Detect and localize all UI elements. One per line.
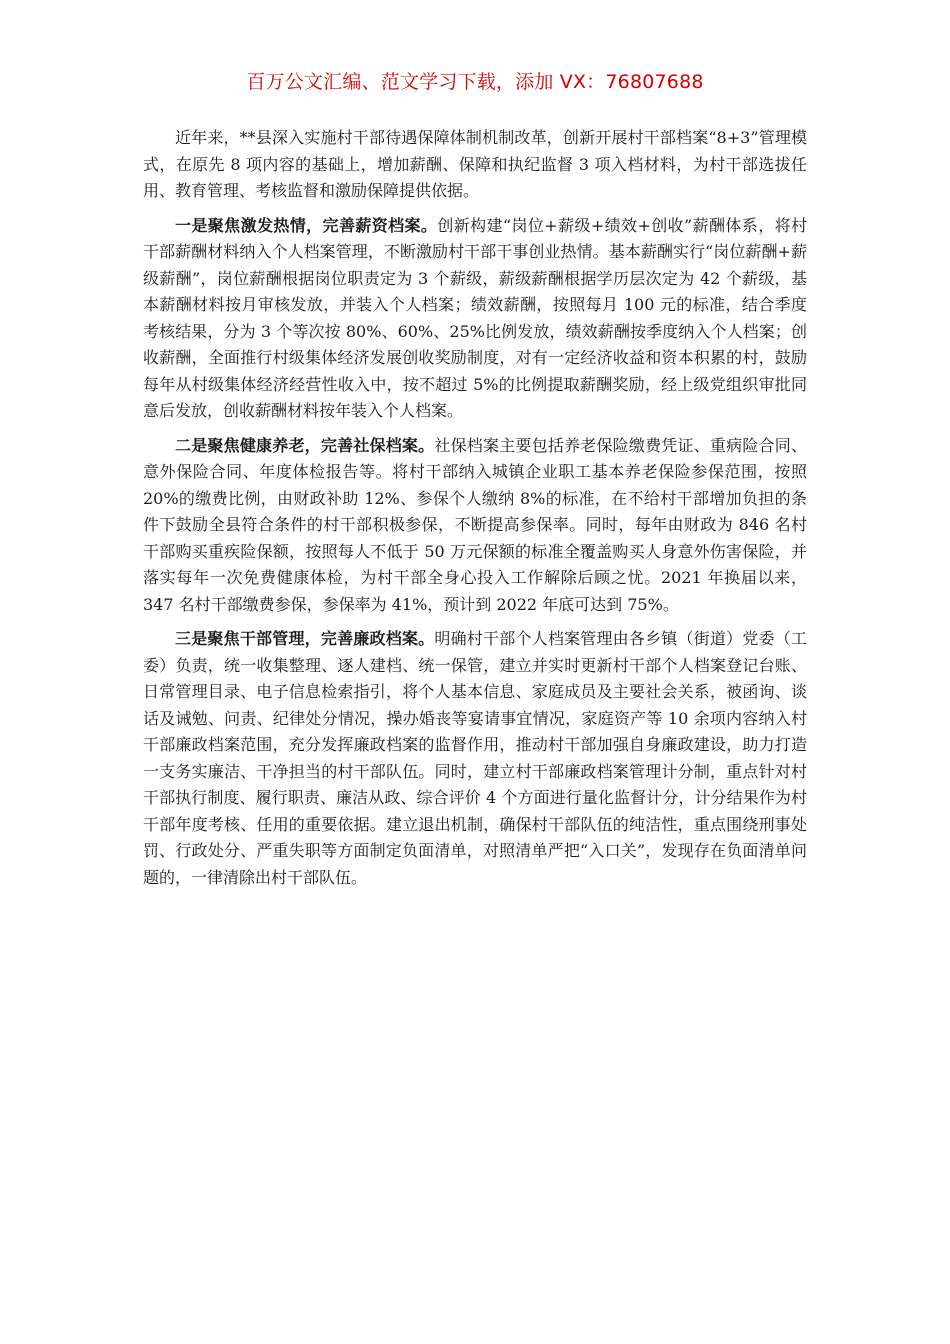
- paragraph-text: 近年来，**县深入实施村干部待遇保障体制机制改革，创新开展村干部档案“8+3”管理模式，在原先 8 项内容的基础上，增加薪酬、保障和执纪监督 3 项入档材料，为村干部选拔任用、教育管理、考核监督和激励保障提供依据。: [143, 128, 807, 200]
- paragraph-salary-archive: [143, 213, 807, 425]
- paragraph-heading: 三是聚焦干部管理，完善廉政档案。: [175, 629, 435, 648]
- paragraph-text: 创新构建“岗位+薪级+绩效+创收”薪酬体系，将村干部薪酬材料纳入个人档案管理，不断激励村干部干事创业热情。基本薪酬实行“岗位薪酬+薪级薪酬”，岗位薪酬根据岗位职责定为 3 个薪级，薪级薪酬根据学历层次定为 42 个薪级，基本薪酬材料按月审核发放，并装入个人档案；绩效薪酬，按照每月 100 元的标准，结合季度考核结果，分为 3 个等次按 80%、60%、25%比例发放，绩效薪酬按季度纳入个人档案；创收薪酬，全面推行村级集体经济发展创收奖励制度，对有一定经济收益和资本积累的村，鼓励每年从村级集体经济经营性收入中，按不超过 5%的比例提取薪酬奖励，经上级党组织审批同意后发放，创收薪酬材料按年装入个人档案。: [143, 215, 807, 420]
- paragraph-text: 社保档案主要包括养老保险缴费凭证、重病险合同、意外保险合同、年度体检报告等。将村干部纳入城镇企业职工基本养老保险参保范围，按照 20%的缴费比例，由财政补助 12%、参保个人缴纳 8%的标准，在不给村干部增加负担的条件下鼓励全县符合条件的村干部积极参保，不断提高参保率。同时，每年由财政为 846 名村干部购买重疾险保额，按照每人不低于 50 万元保额的标准全覆盖购买人身意外伤害保险，并落实每年一次免费健康体检，为村干部全身心投入工作解除后顾之忧。2021 年换届以来，347 名村干部缴费参保，参保率为 41%，预计到 2022 年底可达到 75%。: [143, 435, 807, 614]
- paragraph-intro: [143, 125, 807, 205]
- paragraph-heading: 一是聚焦激发热情，完善薪资档案。: [175, 215, 438, 235]
- paragraph-integrity-archive: [143, 626, 807, 891]
- document-body: [143, 125, 807, 899]
- paragraph-text: 明确村干部个人档案管理由各乡镇（街道）党委（工委）负责，统一收集整理、逐人建档、统一保管，建立并实时更新村干部个人档案登记台账、日常管理目录、电子信息检索指引，将个人基本信息、家庭成员及主要社会关系，被函询、谈话及诫勉、问责、纪律处分情况，操办婚丧等宴请事宜情况，家庭资产等 10 余项内容纳入村干部廉政档案范围，充分发挥廉政档案的监督作用，推动村干部加强自身廉政建设，助力打造一支务实廉洁、干净担当的村干部队伍。同时，建立村干部廉政档案管理计分制，重点针对村干部执行制度、履行职责、廉洁从政、综合评价 4 个方面进行量化监督计分，计分结果作为村干部年度考核、任用的重要依据。建立退出机制，确保村干部队伍的纯洁性，重点围绕刑事处罚、行政处分、严重失职等方面制定负面清单，对照清单严把“入口关”，发现存在负面清单问题的，一律清除出村干部队伍。: [143, 629, 807, 887]
- paragraph-heading: 二是聚焦健康养老，完善社保档案。: [175, 435, 435, 455]
- paragraph-social-security-archive: [143, 433, 807, 619]
- header-banner: 百万公文汇编、范文学习下载，添加 VX：76807688: [246, 71, 704, 93]
